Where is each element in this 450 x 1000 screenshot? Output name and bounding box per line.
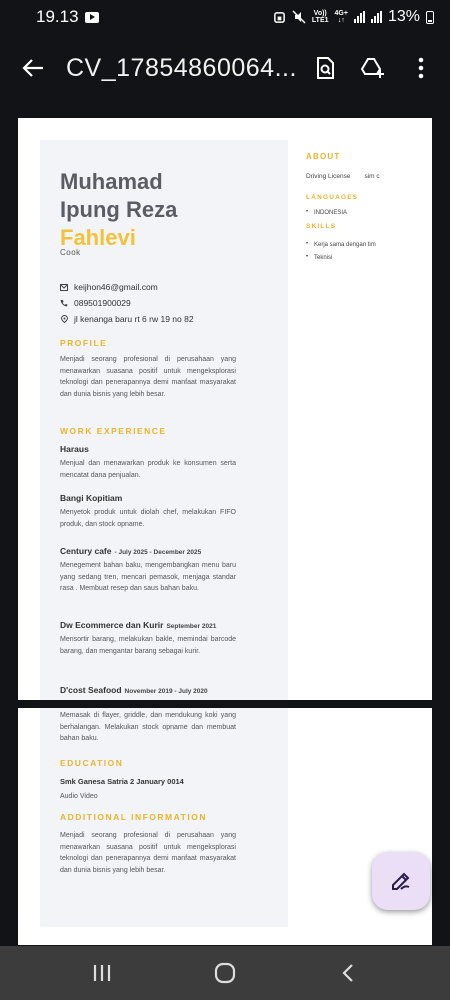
skills-heading: SKILLS	[306, 223, 337, 230]
job-title-1	[60, 444, 89, 454]
job-desc-4: Mensortir barang, melakukan bakle, memindai barcode barang, dan mengantar barang sebagai kurir.	[60, 636, 236, 655]
job-1-name: Haraus	[60, 444, 89, 454]
file-title: CV_17854860064...	[66, 53, 297, 82]
more-vert-icon	[418, 57, 424, 79]
school-major: Audio Video	[60, 793, 98, 800]
cv-name-line3: Fahlevi	[60, 225, 136, 250]
app-actions	[312, 55, 434, 81]
job-desc-3: Menegement bahan baku, mengembangkan menu baru yang sedang tren, mencari pemasok, menjaga standar rasa . Membuat resep dan saus bahan baku.	[60, 562, 236, 592]
network-bottom: LTE1	[311, 17, 329, 24]
profile-text: Menjadi seorang profesional di perusahaan yang menawarkan suasana positif untuk mengeksplorasi teknologi dan penerapannya demi manfaat masyarakat dan dunia bisnis yang lebih besar.	[60, 356, 236, 398]
arrow-left-icon	[22, 58, 44, 78]
generation-bottom: ↓↑	[337, 17, 345, 24]
cv-right-column	[306, 152, 426, 268]
location-pin-icon	[60, 315, 68, 323]
status-time: 19.13	[36, 7, 79, 26]
cv-left-column	[40, 140, 288, 700]
edit-pen-icon	[389, 869, 413, 893]
cv-email	[60, 282, 158, 292]
cv-role: Cook	[60, 248, 81, 257]
job-desc-1: Menjual dan menawarkan produk ke konsumen serta mencatat dana penjualan.	[60, 460, 236, 479]
add-to-drive-icon	[360, 57, 386, 79]
job-5-name: D'cost Seafood	[60, 685, 122, 695]
languages-heading: LANGUAGES	[306, 194, 359, 201]
cv-name-line2: Ipung Reza	[60, 197, 178, 222]
generation-top: 4G+	[334, 10, 348, 17]
job-title-4	[60, 620, 216, 630]
additional-info-text: Menjadi seorang profesional di perusahaan yang menawarkan suasana positif untuk mengeksplorasi teknologi dan penerapannya demi manfaat masyarakat dan dunia bisnis yang lebih besar.	[60, 832, 236, 874]
phone-icon	[60, 299, 68, 307]
cv-name-line1: Muhamad	[60, 169, 163, 194]
language-item: • INDONESIA	[306, 210, 426, 216]
about-value: sim c	[364, 173, 380, 180]
signal-icon-2	[371, 11, 382, 23]
job-desc-2: Menyetok produk untuk diolah chef, melakukan FIFO produk, dan stock opname.	[60, 509, 236, 528]
job-2-name: Bangi Kopitiam	[60, 493, 123, 503]
youtube-notification-icon	[85, 12, 99, 23]
back-button[interactable]	[18, 53, 48, 83]
home-button[interactable]	[205, 953, 245, 993]
profile-heading: PROFILE	[60, 338, 108, 348]
app-bar	[0, 40, 450, 96]
network-top: Vo))	[313, 10, 327, 17]
signal-icon	[354, 11, 365, 23]
skill-item: • Kerja sama dengan tim	[306, 242, 426, 248]
job-4-date: September 2021	[166, 623, 217, 630]
document-page-1[interactable]	[18, 118, 432, 700]
network-label	[312, 10, 329, 24]
generation-label	[335, 10, 348, 24]
job-title-3	[60, 546, 201, 556]
home-icon	[214, 962, 236, 984]
mute-icon	[292, 10, 306, 24]
cv-email-text: keijhon46@gmail.com	[74, 282, 158, 292]
recents-icon	[92, 964, 112, 982]
cv-phone	[60, 298, 131, 308]
additional-info-heading: ADDITIONAL INFORMATION	[60, 812, 207, 822]
status-right	[273, 8, 434, 26]
cv-left-column-continued	[40, 708, 288, 927]
cv-address-text: jl kenanga baru rt 6 rw 19 no 82	[74, 314, 194, 324]
document-search-icon	[314, 56, 336, 80]
status-left	[36, 7, 99, 27]
cv-phone-text: 089501900029	[74, 298, 131, 308]
status-bar	[0, 0, 450, 34]
battery-level: 13%	[387, 8, 420, 25]
job-desc-5: Memasak di flayer, griddle, dan mendukung koki yang berhalangan. Melakukan stock opname dan membuat bahan baku.	[60, 712, 236, 742]
school-name: Smk Ganesa Satria 2 January 0014	[60, 777, 184, 786]
more-options-button[interactable]	[408, 55, 434, 81]
skills-list	[306, 242, 426, 261]
battery-icon	[426, 11, 434, 24]
job-5-date: November 2019 - July 2020	[124, 688, 208, 695]
job-3-date: - July 2025 - December 2025	[114, 549, 202, 556]
system-nav-bar	[0, 946, 450, 1000]
recents-button[interactable]	[82, 953, 122, 993]
nav-back-button[interactable]	[328, 953, 368, 993]
about-row	[306, 173, 426, 180]
mail-icon	[60, 283, 68, 291]
job-3-name: Century cafe	[60, 546, 112, 556]
chevron-left-icon	[341, 963, 355, 983]
cv-name	[60, 168, 177, 252]
document-page-2[interactable]	[18, 708, 432, 945]
cv-address	[60, 314, 194, 324]
education-heading: EDUCATION	[60, 758, 124, 768]
languages-list	[306, 210, 426, 216]
add-to-drive-button[interactable]	[360, 55, 386, 81]
job-title-2	[60, 493, 122, 503]
about-heading: ABOUT	[306, 152, 341, 161]
alarm-icon	[273, 11, 286, 24]
job-title-5	[60, 685, 208, 695]
edit-fab-button[interactable]	[372, 852, 430, 910]
work-experience-heading: WORK EXPERIENCE	[60, 426, 167, 436]
about-key: Driving License	[306, 173, 351, 180]
skill-item: • Teknisi	[306, 255, 426, 261]
search-document-button[interactable]	[312, 55, 338, 81]
job-4-name: Dw Ecommerce dan Kurir	[60, 620, 164, 630]
